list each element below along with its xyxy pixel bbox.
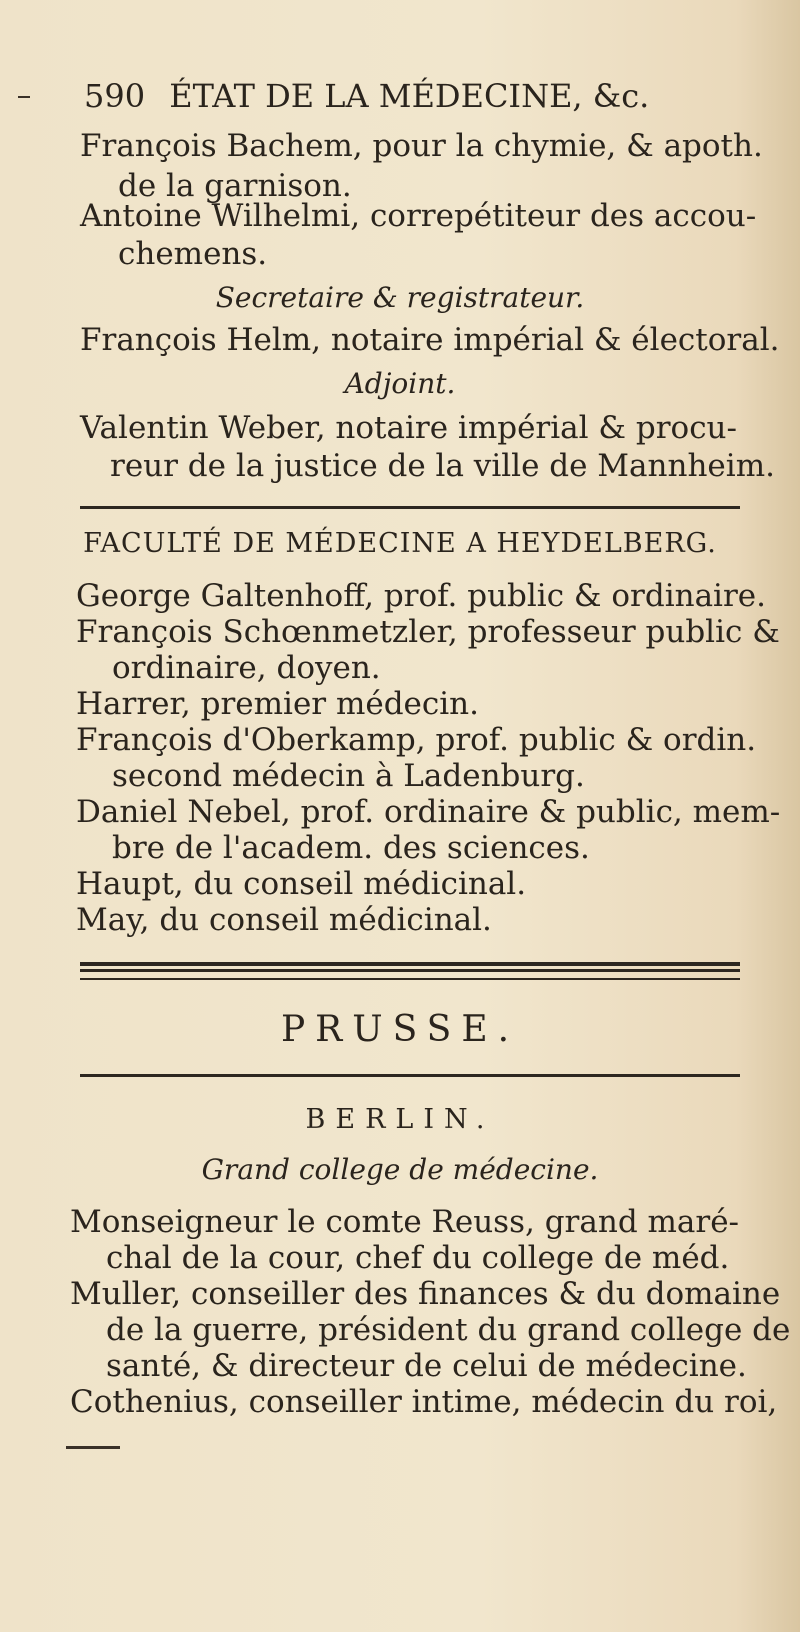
running-header [84,78,649,114]
entry-line: François Helm, notaire impérial & électoral. [80,322,780,358]
section-subheading: Grand college de médecine. [201,1153,599,1186]
entry-line: chal de la cour, chef du college de méd. [106,1240,730,1276]
country-title: PRUSSE. [280,1009,520,1050]
entry-line: François d'Oberkamp, prof. public & ordin. [76,722,757,758]
section-rule [80,1074,740,1077]
section-rule [80,978,740,980]
entry-line: santé, & directeur de celui de médecine. [106,1348,747,1384]
entry-line: Daniel Nebel, prof. ordinaire & public, mem- [76,794,781,830]
margin-mark [18,96,30,98]
city-heading: BERLIN. [305,1104,495,1135]
entry-line: Valentin Weber, notaire impérial & procu- [80,410,737,446]
entry-line: ordinaire, doyen. [112,650,381,686]
entry-line: de la garnison. [118,168,352,204]
section-rule [80,506,740,509]
entry-line: de la guerre, président du grand college de [106,1312,791,1348]
entry-line: Haupt, du conseil médicinal. [76,866,527,902]
section-subheading: Secretaire & registrateur. [215,281,585,314]
page-number: 590 [84,77,146,115]
section-subheading: Adjoint. [344,367,456,400]
section-double-rule [80,962,740,972]
entry-line: Antoine Wilhelmi, correpétiteur des accou- [80,198,757,234]
entry-line: second médecin à Ladenburg. [112,758,585,794]
entry-line: May, du conseil médicinal. [76,902,492,938]
entry-line: Monseigneur le comte Reuss, grand maré- [70,1204,740,1240]
running-title: ÉTAT DE LA MÉDECINE, &c. [169,77,650,115]
entry-line: reur de la justice de la ville de Mannheim. [110,448,775,484]
entry-line: François Schœnmetzler, professeur public & [76,614,780,650]
entry-line: chemens. [118,236,268,272]
entry-line: bre de l'academ. des sciences. [112,830,590,866]
entry-line: Cothenius, conseiller intime, médecin du roi, [70,1384,778,1420]
catchword-mark [66,1446,120,1449]
section-heading: FACULTÉ DE MÉDECINE A HEYDELBERG. [83,528,717,559]
entry-line: Harrer, premier médecin. [76,686,479,722]
entry-line: Muller, conseiller des finances & du domaine [70,1276,781,1312]
entry-line: François Bachem, pour la chymie, & apoth. [80,128,763,164]
entry-line: George Galtenhoff, prof. public & ordinaire. [76,578,766,614]
